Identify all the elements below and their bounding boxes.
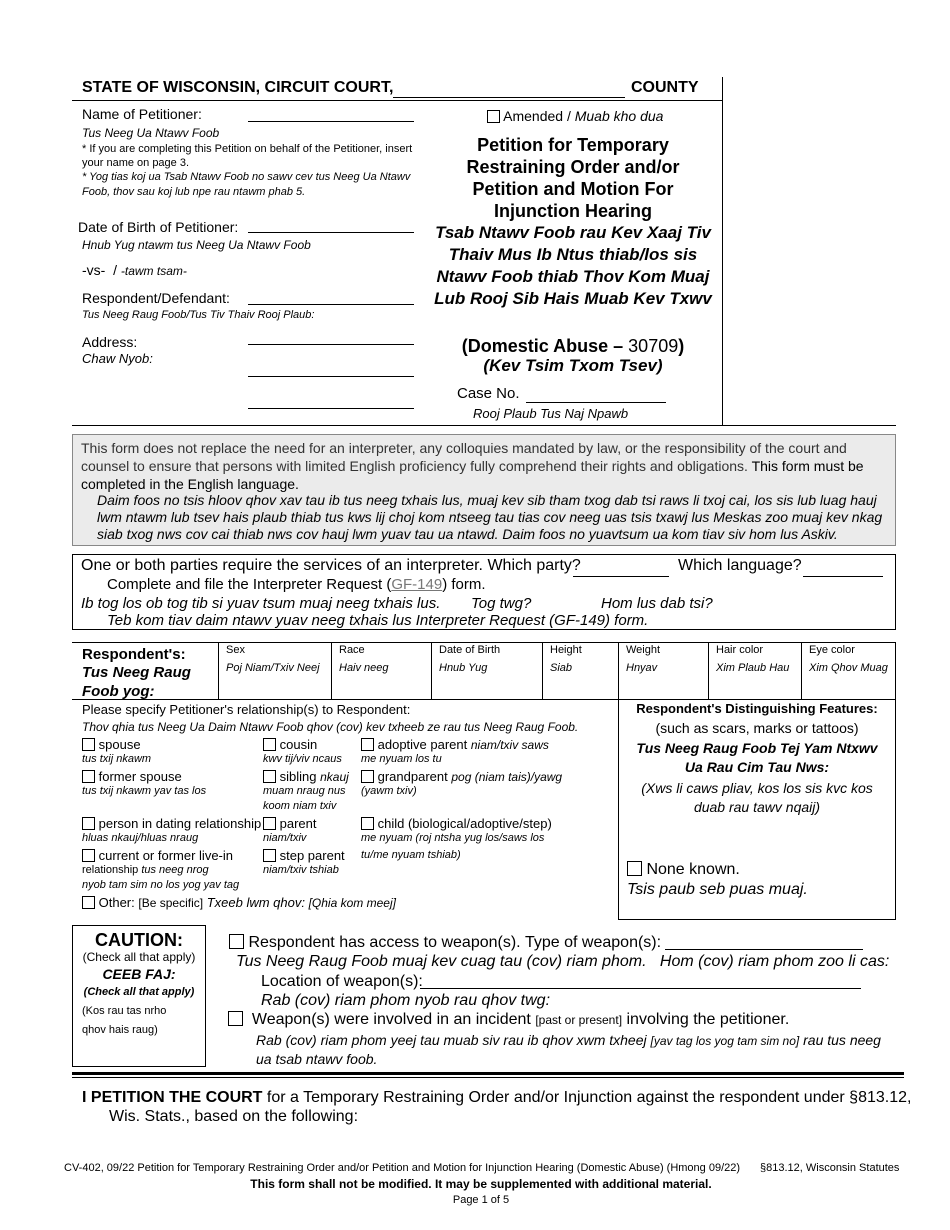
weapon-access-checkbox[interactable]: [229, 934, 244, 949]
respondent-col-label: Weight: [626, 644, 661, 656]
adoptive-label: adoptive parent: [377, 737, 468, 752]
which-language-label: Which language?: [678, 557, 802, 574]
form-subtitle: [432, 336, 714, 357]
notice-box: [72, 434, 896, 546]
weapon-access-option: [229, 934, 521, 952]
caution-check2: (Check all that apply): [83, 986, 195, 998]
respondent-col-label: Height: [550, 644, 582, 656]
form-title: Petition for Temporary Restraining Order and/or Petition and Motion For Injunction Hearing: [466, 135, 680, 221]
respondent-table-label-hmong: Tus Neeg Raug Foob yog:: [82, 664, 191, 700]
section-divider-thin: [72, 1077, 904, 1078]
amended-label: Amended: [503, 108, 564, 124]
other-label: Other:: [98, 895, 135, 910]
county-input[interactable]: [393, 79, 625, 98]
weapon-involved-hmong-a: Rab (cov) riam phom yeej tau muab siv rau ib qhov xwm txheej: [256, 1032, 647, 1048]
caution-hmong2: qhov hais raug): [82, 1024, 158, 1036]
respondent-col-label: Sex: [226, 644, 245, 656]
other-hmong: Txeeb lwm qhov:: [206, 895, 305, 910]
livein-checkbox[interactable]: [82, 849, 95, 862]
weapon-involved-hmong-b: rau tus neeg ua tsab ntawv foob.: [256, 1032, 881, 1067]
party-input[interactable]: [573, 560, 669, 577]
respondent-input[interactable]: [248, 289, 414, 305]
amended-row: Amended / Muab kho dua: [487, 108, 663, 124]
adoptive-checkbox[interactable]: [361, 738, 374, 751]
case-no-input[interactable]: [526, 386, 666, 403]
dating-option: [82, 816, 261, 831]
interpreter-line2b: ) form.: [442, 576, 486, 593]
respondent-col-hmong: Xim Qhov Muag: [809, 662, 888, 674]
features-title: Respondent's Distinguishing Features:: [636, 701, 878, 716]
note-english: * If you are completing this Petition on behalf of the Petitioner, insert your name on page 3.: [82, 143, 413, 169]
former-spouse-option: [82, 769, 182, 784]
case-no-hmong: Rooj Plaub Tus Naj Npawb: [473, 406, 629, 421]
adoptive-hmong1: niam/txiv saws: [470, 738, 549, 752]
features-sub: (such as scars, marks or tattoos): [655, 720, 859, 736]
dating-checkbox[interactable]: [82, 817, 95, 830]
livein-label: current or former live-in: [98, 848, 233, 863]
form-title-hmong: Tsab Ntawv Foob rau Kev Xaaj Tiv Thaiv Mus Ib Ntus thiab/los sis Ntawv Foob thiab Thov Kom Muaj Lub Rooj Sib Hais Muab Kev Txwv: [434, 223, 712, 308]
other-hmong2: [Qhia kom meej]: [308, 896, 396, 910]
weapon-involved-checkbox[interactable]: [228, 1011, 243, 1026]
address-hmong: Chaw Nyob:: [82, 351, 153, 366]
right-border: [722, 77, 723, 425]
dating-hmong: hluas nkauj/hluas nraug: [82, 832, 199, 844]
dob-label: Date of Birth of Petitioner:: [78, 219, 239, 235]
former-spouse-checkbox[interactable]: [82, 770, 95, 783]
respondent-col-hmong: Poj Niam/Txiv Neej: [226, 662, 320, 674]
language-input[interactable]: [803, 560, 883, 577]
livein-label2: relationship: [82, 864, 139, 876]
caution-hmong1: (Kos rau tas nrho: [82, 1005, 167, 1017]
respondent-cell-eye-color[interactable]: [801, 642, 896, 700]
respondent-col-hmong: Siab: [550, 662, 573, 674]
notice-text1: This form does not replace the need for an interpreter, any colloquies mandated by law, or the responsibility of the court and counsel to ensure that persons with limited English proficiency fully comprehend their rights and obligations.: [81, 440, 847, 474]
weapon-access-hmong-text: Tus Neeg Raug Foob muaj kev cuag tau (cov) riam phom.: [236, 953, 647, 970]
petition-statement: [82, 1089, 911, 1107]
grandparent-option: [361, 769, 562, 784]
footer-statute: §813.12, Wisconsin Statutes: [760, 1162, 900, 1174]
sibling-hmong1: nkauj: [320, 770, 349, 784]
step-parent-option: [263, 848, 345, 863]
adoptive-option: [361, 737, 549, 752]
amended-checkbox[interactable]: [487, 110, 500, 123]
none-known-label: None known.: [646, 861, 740, 878]
dob-input[interactable]: [248, 217, 414, 233]
parent-label: parent: [279, 816, 317, 831]
child-checkbox[interactable]: [361, 817, 374, 830]
caution-title-hmong: CEEB FAJ:: [102, 966, 176, 982]
section-divider-thick: [72, 1072, 904, 1075]
respondent-col-label: Eye color: [809, 644, 855, 656]
relationship-heading-hmong: Thov qhia tus Neeg Ua Daim Ntawv Foob qhov (cov) kev txheeb ze rau tus Neeg Raug Foob.: [82, 720, 579, 734]
address-input-2[interactable]: [248, 361, 414, 377]
respondent-table-label: Respondent's:: [82, 646, 186, 663]
respondent-cell-sex[interactable]: [218, 642, 331, 700]
respondent-cell-height[interactable]: [542, 642, 618, 700]
address-input-3[interactable]: [248, 393, 414, 409]
top-section-rule: [72, 425, 896, 426]
sibling-option: [263, 769, 349, 784]
spouse-hmong: tus txij nkawm: [82, 753, 152, 765]
child-option: [361, 816, 552, 831]
petitioner-name-input[interactable]: [248, 106, 414, 122]
weapon-location-label: Location of weapon(s):: [261, 973, 423, 990]
weapon-involved-label-b: involving the petitioner.: [626, 1011, 790, 1028]
weapon-involved-option: [228, 1011, 789, 1029]
weapon-involved-hmong: [256, 1031, 896, 1068]
cousin-option: [263, 737, 317, 752]
features-title-hmong1: Tus Neeg Raug Foob Tej Yam Ntxwv: [636, 740, 878, 756]
spouse-option: [82, 737, 141, 752]
weapon-type-hmong: Hom (cov) riam phom zoo li cas:: [659, 953, 890, 970]
respondent-col-hmong: Haiv neeg: [339, 662, 389, 674]
case-no-label: Case No.: [457, 385, 520, 402]
features-sub-hmong: (Xws li caws pliav, kos los sis kvc kos duab rau tawv nqaij): [641, 780, 873, 815]
interpreter-hmong1: [81, 595, 440, 612]
subtitle-hmong-text: Kev Tsim Txom Tsev: [489, 356, 657, 375]
respondent-label: Respondent/Defendant:: [82, 290, 230, 306]
cousin-checkbox[interactable]: [263, 738, 276, 751]
petition-text: for a Temporary Restraining Order and/or Injunction against the respondent under §813.12,: [266, 1089, 912, 1106]
grandparent-label: grandparent: [377, 769, 448, 784]
parent-checkbox[interactable]: [263, 817, 276, 830]
respondent-hmong: Tus Neeg Raug Foob/Tus Tiv Thaiv Rooj Plaub:: [82, 309, 315, 321]
interpreter-hmong-text: Ib tog los ob tog tib si yuav tsum muaj neeg txhais lus.: [81, 595, 441, 612]
sibling-hmong2: muam nraug nus: [263, 785, 346, 797]
address-hmong-text: Chaw Nyob: [82, 351, 150, 366]
livein-option: [82, 848, 233, 863]
livein-hmong2: nyob tam sim no los yog yav tag: [82, 879, 240, 891]
respondent-col-label: Date of Birth: [439, 644, 501, 656]
sibling-label: sibling: [279, 769, 317, 784]
dating-label: person in dating relationship: [98, 816, 262, 831]
none-known-checkbox[interactable]: [627, 861, 642, 876]
respondent-col-hmong: Xim Plaub Hau: [716, 662, 790, 674]
subtitle-close: ): [678, 336, 685, 356]
weapon-access-hmong: [236, 953, 889, 971]
footer-form-id: CV-402, 09/22 Petition for Temporary Restraining Order and/or Petition and Motion for Injunction Hearing (Domestic Abuse) (Hmong 09/22): [64, 1162, 741, 1174]
dob-hmong: Hnub Yug ntawm tus Neeg Ua Ntawv Foob: [82, 238, 311, 252]
other-option: [82, 895, 396, 910]
child-hmong2: tu/me nyuam tshiab): [361, 849, 461, 861]
county-label: COUNTY: [631, 79, 699, 96]
spouse-checkbox[interactable]: [82, 738, 95, 751]
step-parent-checkbox[interactable]: [263, 849, 276, 862]
subtitle-bold: (Domestic Abuse –: [461, 336, 624, 356]
parent-option: [263, 816, 317, 831]
address-label: Address:: [82, 334, 138, 350]
spouse-label: spouse: [98, 737, 141, 752]
respondent-col-hmong: Hnub Yug: [439, 662, 488, 674]
vs-text: -vs-: [82, 262, 106, 278]
vs-hmong: -tawm tsam-: [120, 264, 187, 278]
interpreter-line2a: Complete and file the Interpreter Request (: [107, 576, 392, 593]
step-parent-label: step parent: [279, 848, 345, 863]
footer-page: Page 1 of 5: [452, 1194, 510, 1206]
petitioner-label: Name of Petitioner:: [82, 106, 202, 122]
gf-149-link[interactable]: GF-149: [391, 576, 443, 593]
step-parent-hmong: niam/txiv tshiab: [263, 864, 339, 876]
amended-hmong: Muab kho dua: [574, 108, 664, 124]
caution-title: CAUTION:: [95, 930, 183, 950]
grandparent-hmong1: pog (niam tais)/yawg: [451, 770, 563, 784]
respondent-cell-hair-color[interactable]: [708, 642, 801, 700]
weapon-location-hmong: Rab (cov) riam phom nyob rau qhov twg:: [261, 992, 551, 1009]
child-label: child (biological/adoptive/step): [377, 816, 552, 831]
footer-notice: This form shall not be modified. It may be supplemented with additional material.: [250, 1177, 712, 1191]
vs-label: -vs- / -tawm tsam-: [82, 262, 187, 278]
interpreter-box: [72, 554, 896, 630]
none-known-hmong: Tsis paub seb puas muaj.: [627, 881, 808, 898]
interpreter-line1: [81, 557, 581, 575]
respondent-cell-date-of-birth[interactable]: [431, 642, 542, 700]
respondent-col-label: Race: [339, 644, 365, 656]
respondent-cell-race[interactable]: [331, 642, 431, 700]
address-input-1[interactable]: [248, 329, 414, 345]
grandparent-checkbox[interactable]: [361, 770, 374, 783]
court-header: STATE OF WISCONSIN, CIRCUIT COURT,: [82, 79, 394, 96]
header-rule: [72, 100, 722, 101]
weapon-location-input[interactable]: [420, 973, 861, 989]
caution-box: [72, 925, 206, 1067]
petitioner-hmong: Tus Neeg Ua Ntawv Foob: [82, 126, 220, 140]
interpreter-question: One or both parties require the services of an interpreter. Which party?: [81, 557, 581, 574]
respondent-col-label: Hair color: [716, 644, 764, 656]
caution-check: (Check all that apply): [82, 950, 196, 964]
weapon-involved-label: Weapon(s) were involved in an incident: [251, 1011, 531, 1028]
child-hmong1: me nyuam (roj ntsha yug los/saws los: [361, 832, 545, 844]
notice-hmong: Daim foos no tsis hloov qhov xav tau ib tus neeg txhais lus, muaj kev sib tham txog dab tsi raws li txoj cai, los sis lub luag hauj lwm ntawm lub tsev hais plaub thiab tus kws lij choj kom ntseeg tau tias cov neeg uas tsis txawj lus Meskas zoo muaj kev nkag siab txog nws cov cai thiab nws cov hauj lwm yuav tau ua ntawd. Daim foos no yuavtsum ua kom tiav siv hom lus Askiv.: [97, 492, 883, 542]
respondent-cell-weight[interactable]: [618, 642, 708, 700]
livein-hmong1: tus neeg nrog: [141, 864, 209, 876]
other-spec: [Be specific]: [138, 896, 204, 910]
interpreter-hmong2: Teb kom tiav daim ntawv yuav neeg txhais lus Interpreter Request (GF-149) form.: [107, 612, 649, 629]
notice-text: [81, 439, 887, 493]
weapon-type-input[interactable]: [665, 934, 863, 950]
petition-text2: Wis. Stats., based on the following:: [109, 1108, 359, 1125]
parent-hmong: niam/txiv: [263, 832, 307, 844]
note-hmong: * Yog tias koj ua Tsab Ntawv Foob no sawv cev tus Neeg Ua Ntawv Foob, thov sau koj lub npe rau ntawm phab 5.: [82, 171, 411, 198]
former-spouse-hmong: tus txij nkawm yav tas los: [82, 785, 207, 797]
none-known-option: [627, 861, 740, 879]
cousin-label: cousin: [279, 737, 318, 752]
weapon-access-label: Respondent has access to weapon(s).: [248, 934, 521, 951]
petition-bold: I PETITION THE COURT: [82, 1089, 263, 1106]
interpreter-party-hmong: Tog twg?: [471, 595, 532, 612]
interpreter-lang-hmong: Hom lus dab tsi?: [601, 595, 713, 612]
weapon-type-label: Type of weapon(s):: [525, 934, 662, 951]
cousin-hmong: kwv tij/viv ncaus: [263, 753, 342, 765]
livein-line2: [82, 864, 209, 876]
form-subtitle-hmong: (Kev Tsim Txom Tsev): [483, 356, 663, 375]
interpreter-line2: [107, 576, 486, 593]
notice-text2: This form must be completed in the English language.: [81, 458, 864, 492]
respondent-col-hmong: Hnyav: [626, 662, 658, 674]
adoptive-hmong2: me nyuam los tu: [361, 753, 442, 765]
sibling-checkbox[interactable]: [263, 770, 276, 783]
subtitle-code: 30709: [628, 336, 679, 356]
features-title-hmong2: Ua Rau Cim Tau Nws:: [684, 759, 830, 775]
other-checkbox[interactable]: [82, 896, 95, 909]
relationship-heading: Please specify Petitioner's relationship(s) to Respondent:: [82, 702, 411, 717]
weapon-involved-small: [past or present]: [535, 1013, 623, 1027]
weapon-involved-hmong-small: [yav tag los yog tam sim no]: [650, 1034, 800, 1048]
grandparent-hmong2: (yawm txiv): [361, 785, 417, 797]
former-spouse-label: former spouse: [98, 769, 182, 784]
sibling-hmong3: koom niam txiv: [263, 800, 337, 812]
